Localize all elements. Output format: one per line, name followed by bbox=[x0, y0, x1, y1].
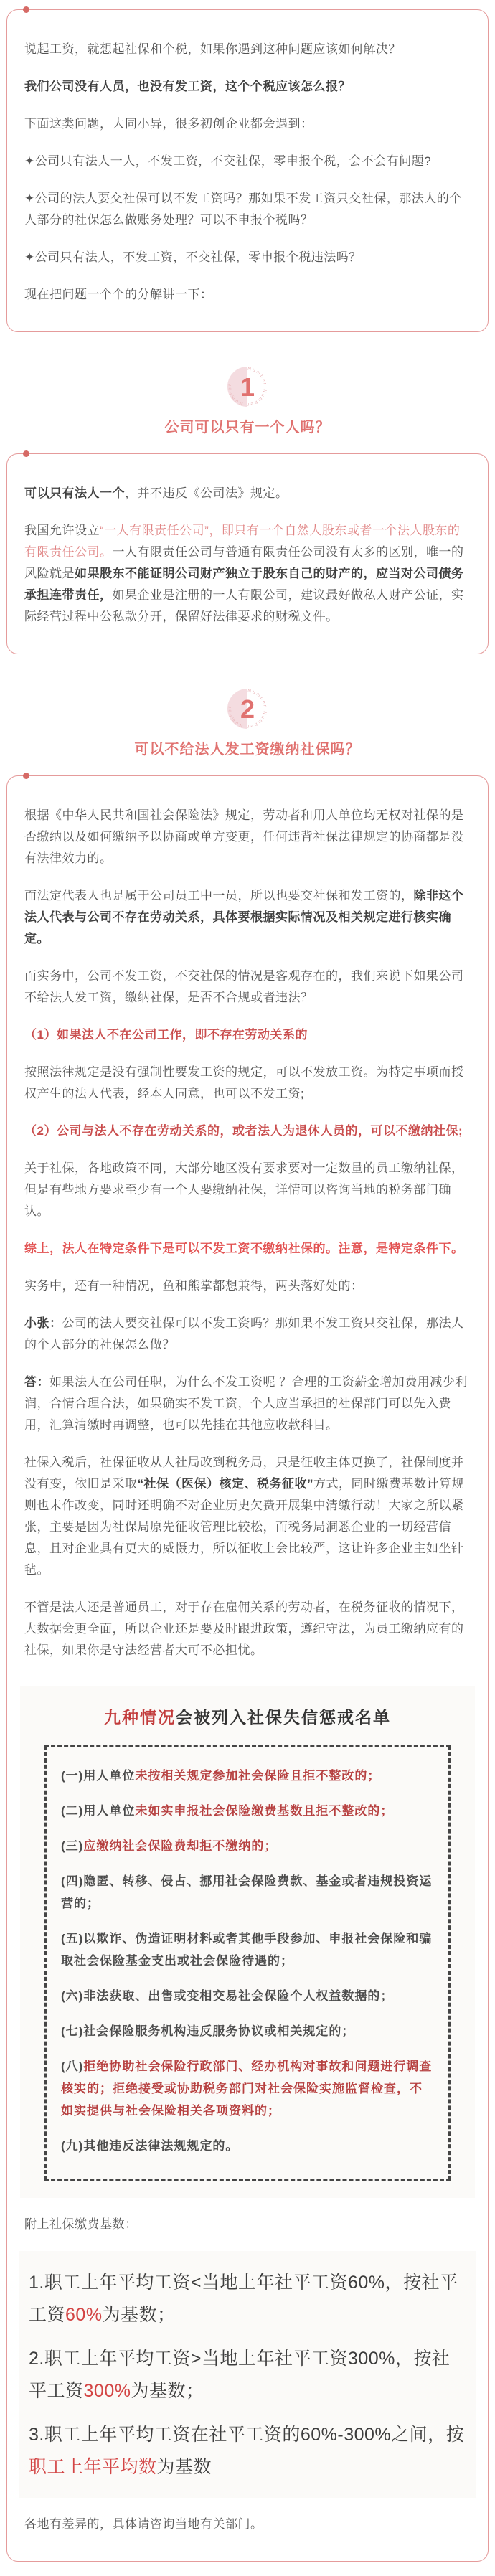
blacklist-notice-image bbox=[20, 1686, 475, 2198]
blacklist-item bbox=[61, 1835, 434, 1857]
text-segment: 为基数； bbox=[131, 2381, 204, 2401]
body-paragraph: 根据《中华人民共和国社会保险法》规定，劳动者和用人单位均无权对社保的是否缴纳以及如何缴纳予以协商或单方变更，任何违背社保法律规定的协商都是没有法律效力的。 bbox=[24, 808, 464, 865]
text-segment-red: 未如实申报社会保险缴费基数且拒不整改的； bbox=[135, 1804, 394, 1818]
text-segment: 如果企业是注册的一人有限公司，建议最好做私人财产公证，实际经营过程中公私款分开，保留好法律要求的财税文件。 bbox=[24, 588, 464, 623]
card-accent-dot bbox=[23, 6, 29, 13]
sub-heading-1: （1）如果法人不在公司工作，即不存在劳动关系的 bbox=[24, 1028, 308, 1042]
text-segment-bold: 如果股东不能证明公司财产独立于股东自己的财产的，应当对公司债务承担连带责任， bbox=[24, 567, 464, 602]
answer-paragraph bbox=[24, 483, 471, 504]
intro-card bbox=[6, 9, 489, 332]
number-badge-icon bbox=[225, 686, 270, 732]
card-accent-dot bbox=[23, 450, 29, 457]
section-2-card bbox=[6, 775, 489, 2562]
text-segment: ，并不违反《公司法》规定。 bbox=[125, 486, 288, 500]
blacklist-item bbox=[61, 1800, 434, 1822]
text-segment: (九)其他违反法律法规规定的。 bbox=[61, 2139, 239, 2153]
intro-paragraph: 现在把问题一个个的分解讲一下： bbox=[24, 288, 213, 301]
text-segment: (五)以欺诈、伪造证明材料或者其他手段参加、申报社会保险和骗取社会保险基金支出或社会保险待遇的； bbox=[61, 1932, 433, 1968]
text-segment: 1.职工上年平均工资<当地上年社平工资60%，按社平工资 bbox=[29, 2273, 458, 2325]
text-segment-red: 60% bbox=[65, 2305, 103, 2325]
text-segment-bold: “社保（医保）核定、税务征收” bbox=[137, 1477, 314, 1491]
text-segment: (一)用人单位 bbox=[61, 1769, 136, 1783]
body-paragraph: 按照法律规定是没有强制性要发工资的规定，可以不发放工资。为特定事项而授权产生的法人代表，经本人同意，也可以不发工资; bbox=[24, 1065, 464, 1100]
badge-ring-text: Number Number Number bbox=[227, 366, 268, 407]
base-lead: 附上社保缴费基数： bbox=[24, 2217, 138, 2231]
text-segment-red: 应缴纳社会保险费却拒不缴纳的； bbox=[83, 1839, 278, 1853]
text-segment: 为基数； bbox=[102, 2305, 176, 2325]
contribution-base-image bbox=[19, 2251, 476, 2498]
number-badge-icon bbox=[225, 364, 270, 410]
closing-paragraph: 各地有差异的，具体请咨询当地有关部门。 bbox=[24, 2517, 263, 2531]
intro-bullet-question: ✦公司只有法人，不发工资，不交社保，零申报个税违法吗？ bbox=[24, 250, 362, 264]
text-segment: 可以只有法人一个 bbox=[24, 486, 125, 500]
body-paragraph: 而实务中，公司不发工资，不交社保的情况是客观存在的，我们来说下如果公司不给法人发工资，缴纳社保，是否不合规或者违法？ bbox=[24, 969, 464, 1004]
text-segment: 为基数 bbox=[156, 2457, 212, 2477]
blacklist-item bbox=[61, 1765, 434, 1787]
text-segment-red: 拒绝协助社会保险行政部门、经办机构对事故和问题进行调查核实的；拒绝接受或协助税务部门对社会保险实施监督检查，不如实提供与社会保险相关各项资料的； bbox=[61, 2060, 433, 2118]
blacklist-item bbox=[61, 2055, 434, 2122]
text-segment: 我国允许设立 bbox=[24, 524, 100, 537]
base-rule bbox=[29, 2267, 466, 2331]
blacklist-item bbox=[61, 2020, 434, 2042]
badge-number: 1 bbox=[240, 372, 255, 402]
speaker-label: 小张： bbox=[24, 1316, 62, 1330]
blacklist-item bbox=[61, 1870, 434, 1915]
text-segment: 社保入税后，社保征收从人社局改到税务局，只是征收主体更换了，社保制度并没有变，依旧是采取 bbox=[24, 1456, 464, 1491]
base-rule bbox=[29, 2419, 466, 2483]
text-segment-highlight: “一人有限责任公司”，即只有一个自然人股东或者一个法人股东的有限责任公司。 bbox=[24, 524, 461, 559]
section-1-title: 公司可以只有一个人吗？ bbox=[164, 420, 331, 435]
text-segment: (六)非法获取、出售或变相交易社会保险个人权益数据的； bbox=[61, 1989, 394, 2003]
blacklist-item bbox=[61, 1928, 434, 1972]
text-segment: 而法定代表人也是属于公司员工中一员，所以也要交社保和发工资的， bbox=[24, 889, 414, 902]
text-segment-bold: 除非这个法人代表与公司不存在劳动关系，具体要根据实际情况及相关规定进行核实确定。 bbox=[24, 889, 464, 945]
text-segment: (七)社会保险服务机构违反服务协议或相关规定的； bbox=[61, 2024, 355, 2038]
body-paragraph bbox=[24, 1452, 471, 1581]
body-paragraph: 关于社保，各地政策不同，大部分地区没有要求要对一定数量的员工缴纳社保，但是有些地方要求至少有一个人要缴纳社保，详情可以咨询当地的税务部门确认。 bbox=[24, 1161, 464, 1218]
text-segment: 一人有限责任公司与普通有限责任公司没有太多的区别，唯一的风险就是 bbox=[24, 545, 464, 580]
body-paragraph bbox=[24, 885, 471, 950]
intro-paragraph: 说起工资，就想起社保和个税，如果你遇到这种问题应该如何解决？ bbox=[24, 42, 401, 56]
blacklist-item bbox=[61, 1985, 434, 2007]
blacklist-item bbox=[61, 2135, 434, 2157]
intro-paragraph: 下面这类问题，大同小异，很多初创企业都会遇到： bbox=[24, 117, 314, 131]
conclusion-line: 综上，法人在特定条件下是可以不发工资不缴纳社保的。注意，是特定条件下。 bbox=[24, 1242, 464, 1255]
intro-question-bold: 我们公司没有人员，也没有发工资，这个个税应该怎么报？ bbox=[24, 80, 351, 93]
text-segment-red: 职工上年平均数 bbox=[29, 2457, 157, 2477]
text-segment: 2.职工上年平均工资>当地上年社平工资300%，按社平工资 bbox=[29, 2349, 451, 2401]
body-paragraph: 实务中，还有一种情况，鱼和熊掌都想兼得，两头落好处的： bbox=[24, 1279, 364, 1293]
text-segment: (八) bbox=[61, 2060, 84, 2073]
section-1-card bbox=[6, 453, 489, 654]
base-rule bbox=[29, 2343, 466, 2407]
speaker-label: 答： bbox=[24, 1375, 50, 1389]
intro-bullet-question: ✦公司的法人要交社保可以不发工资吗？那如果不发工资只交社保，那法人的个人部分的社保怎么做账务处理？可以不申报个税吗？ bbox=[24, 192, 462, 227]
body-paragraph: 不管是法人还是普通员工，对于存在雇佣关系的劳动者，在税务征收的情况下，大数据会更全面，所以企业还是要及时跟进政策，遵纪守法，为员工缴纳应有的社保，如果你是守法经营者大可不必担忧。 bbox=[24, 1600, 464, 1657]
text-segment: 3.职工上年平均工资在社平工资的60%-300%之间，按 bbox=[29, 2425, 465, 2445]
text-segment-red: 未按相关规定参加社会保险且拒不整改的； bbox=[135, 1769, 381, 1783]
blacklist-title-highlight: 九种情况 bbox=[104, 1708, 176, 1727]
blacklist-title-rest: 会被列入社保失信惩戒名单 bbox=[176, 1708, 391, 1727]
text-segment: (四)隐匿、转移、侵占、挪用社会保险费款、基金或者违规投资运营的； bbox=[61, 1874, 433, 1910]
badge-ring-text: Number Number Number bbox=[227, 688, 268, 730]
dialog-answer bbox=[24, 1372, 471, 1436]
text-segment-red: 300% bbox=[83, 2381, 131, 2401]
badge-number: 2 bbox=[240, 694, 255, 724]
text-segment: 如果法人在公司任职，为什么不发工资呢 ？合理的工资薪金增加费用减少利润，合情合理合法，如果确实不发工资，个人应当承担的社保部门可以先入费用，汇算清缴时再调整，也可以先挂在其他应收款科目。 bbox=[24, 1375, 468, 1432]
section-1-badge bbox=[0, 364, 495, 410]
blacklist-dashed-box bbox=[44, 1745, 451, 2181]
dialog-question bbox=[24, 1313, 471, 1356]
answer-paragraph bbox=[24, 520, 471, 628]
text-segment: (三) bbox=[61, 1839, 84, 1853]
blacklist-title bbox=[20, 1704, 475, 1728]
intro-bullet-question: ✦公司只有法人一人，不发工资，不交社保，零申报个税，会不会有问题? bbox=[24, 154, 432, 168]
text-segment: (二)用人单位 bbox=[61, 1804, 136, 1818]
section-2-title: 可以不给法人发工资缴纳社保吗？ bbox=[134, 742, 361, 758]
sub-heading-2: （2）公司与法人不存在劳动关系的，或者法人为退休人员的，可以不缴纳社保; bbox=[24, 1124, 463, 1138]
text-segment: 方式，同时缴费基数计算规则也未作改变，同时还明确不对企业历史欠费开展集中清缴行动！大家之所以紧张，主要是因为社保局原先征收管理比较松，而税务局洞悉企业的一切经营信息，且对企业具有更大的威慑力，所以征收上会比较严，这让许多企业主如坐针毡。 bbox=[24, 1477, 464, 1577]
section-2-badge bbox=[0, 686, 495, 732]
card-accent-dot bbox=[23, 773, 29, 779]
text-segment: 公司的法人要交社保可以不发工资吗？那如果不发工资只交社保，那法人的个人部分的社保怎么做？ bbox=[24, 1316, 464, 1351]
